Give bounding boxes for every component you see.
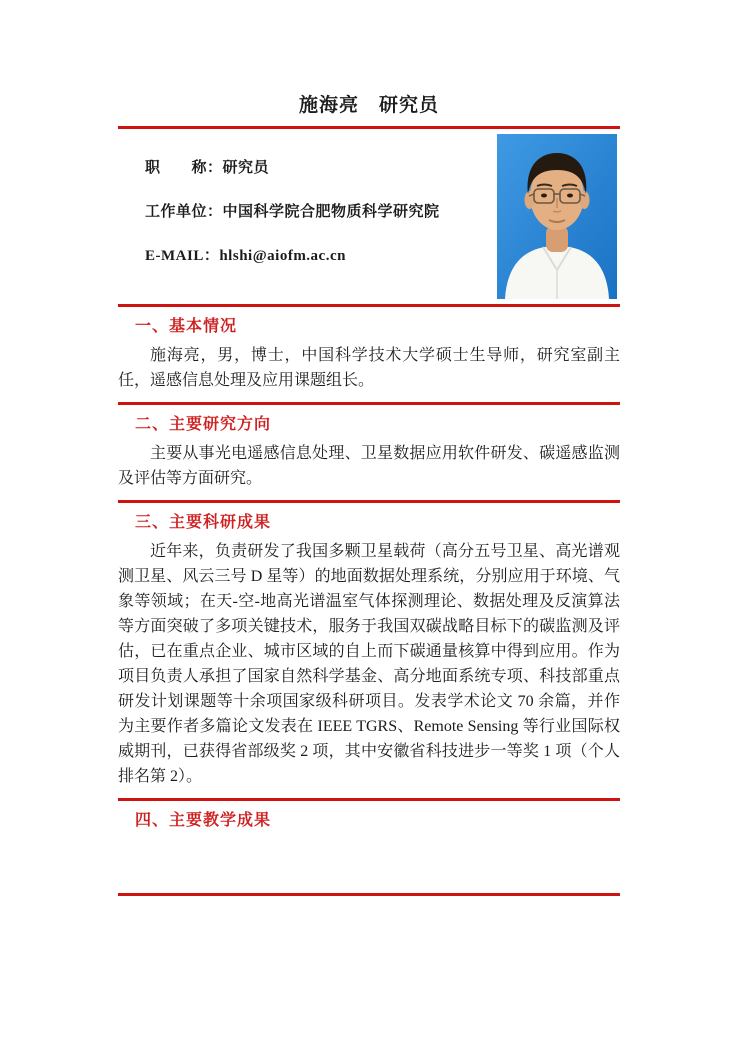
document-content xyxy=(118,0,620,896)
info-line-email xyxy=(145,244,346,265)
section-research-achievements xyxy=(118,500,620,789)
divider-line xyxy=(118,500,620,503)
info-label: 职 称： xyxy=(145,159,223,176)
section-heading: 二、主要研究方向 xyxy=(135,416,272,433)
section-body: 施海亮，男，博士，中国科学技术大学硕士生导师，研究室副主任，遥感信息处理及应用课题组长。 xyxy=(118,347,620,389)
portrait-photo xyxy=(497,134,617,299)
section-heading: 一、基本情况 xyxy=(135,318,238,335)
section-body: 主要从事光电遥感信息处理、卫星数据应用软件研发、碳遥感监测及评估等方面研究。 xyxy=(118,445,620,487)
section-basic-info xyxy=(118,304,620,393)
info-value: 研究员 xyxy=(222,159,270,176)
email-value: hlshi@aiofm.ac.cn xyxy=(219,248,346,264)
empty-section-space xyxy=(118,831,620,893)
info-line-position xyxy=(145,156,269,177)
divider-line xyxy=(118,798,620,801)
info-label: E-MAIL： xyxy=(145,248,220,264)
section-heading: 三、主要科研成果 xyxy=(135,514,272,531)
section-research-directions xyxy=(118,402,620,491)
profile-block xyxy=(118,129,620,304)
section-teaching-achievements xyxy=(118,798,620,893)
portrait-photo-graphic xyxy=(497,134,617,299)
section-body: 近年来，负责研发了我国多颗卫星载荷（高分五号卫星、高光谱观测卫星、风云三号 D 星等）的地面数据处理系统，分别应用于环境、气象等领域；在天-空-地高光谱温室气体探测理论、数据处理及反演算法等方面突破了多项关键技术，服务于我国双碳战略目标下的碳监测及评估，已在重点企业、城市区域的自上而下碳通量核算中得到应用。作为项目负责人承担了国家自然科学基金、高分地面系统专项、科技部重点研发计划课题等十余项国家级科研项目。发表学术论文 70 余篇，并作为主要作者多篇论文发表在 IEEE TGRS、Remote Sensing 等行业国际权威期刊，已获得省部级奖 2 项，其中安徽省科技进步一等奖 1 项（个人排名第 2）。 xyxy=(118,543,620,785)
page-title: 施海亮 研究员 xyxy=(298,95,439,116)
info-value: 中国科学院合肥物质科学研究院 xyxy=(222,203,440,220)
divider-line-bottom xyxy=(118,893,620,896)
info-label: 工作单位： xyxy=(145,203,223,220)
section-heading: 四、主要教学成果 xyxy=(135,812,272,829)
info-line-workunit xyxy=(145,200,440,221)
divider-line xyxy=(118,402,620,405)
divider-line xyxy=(118,304,620,307)
